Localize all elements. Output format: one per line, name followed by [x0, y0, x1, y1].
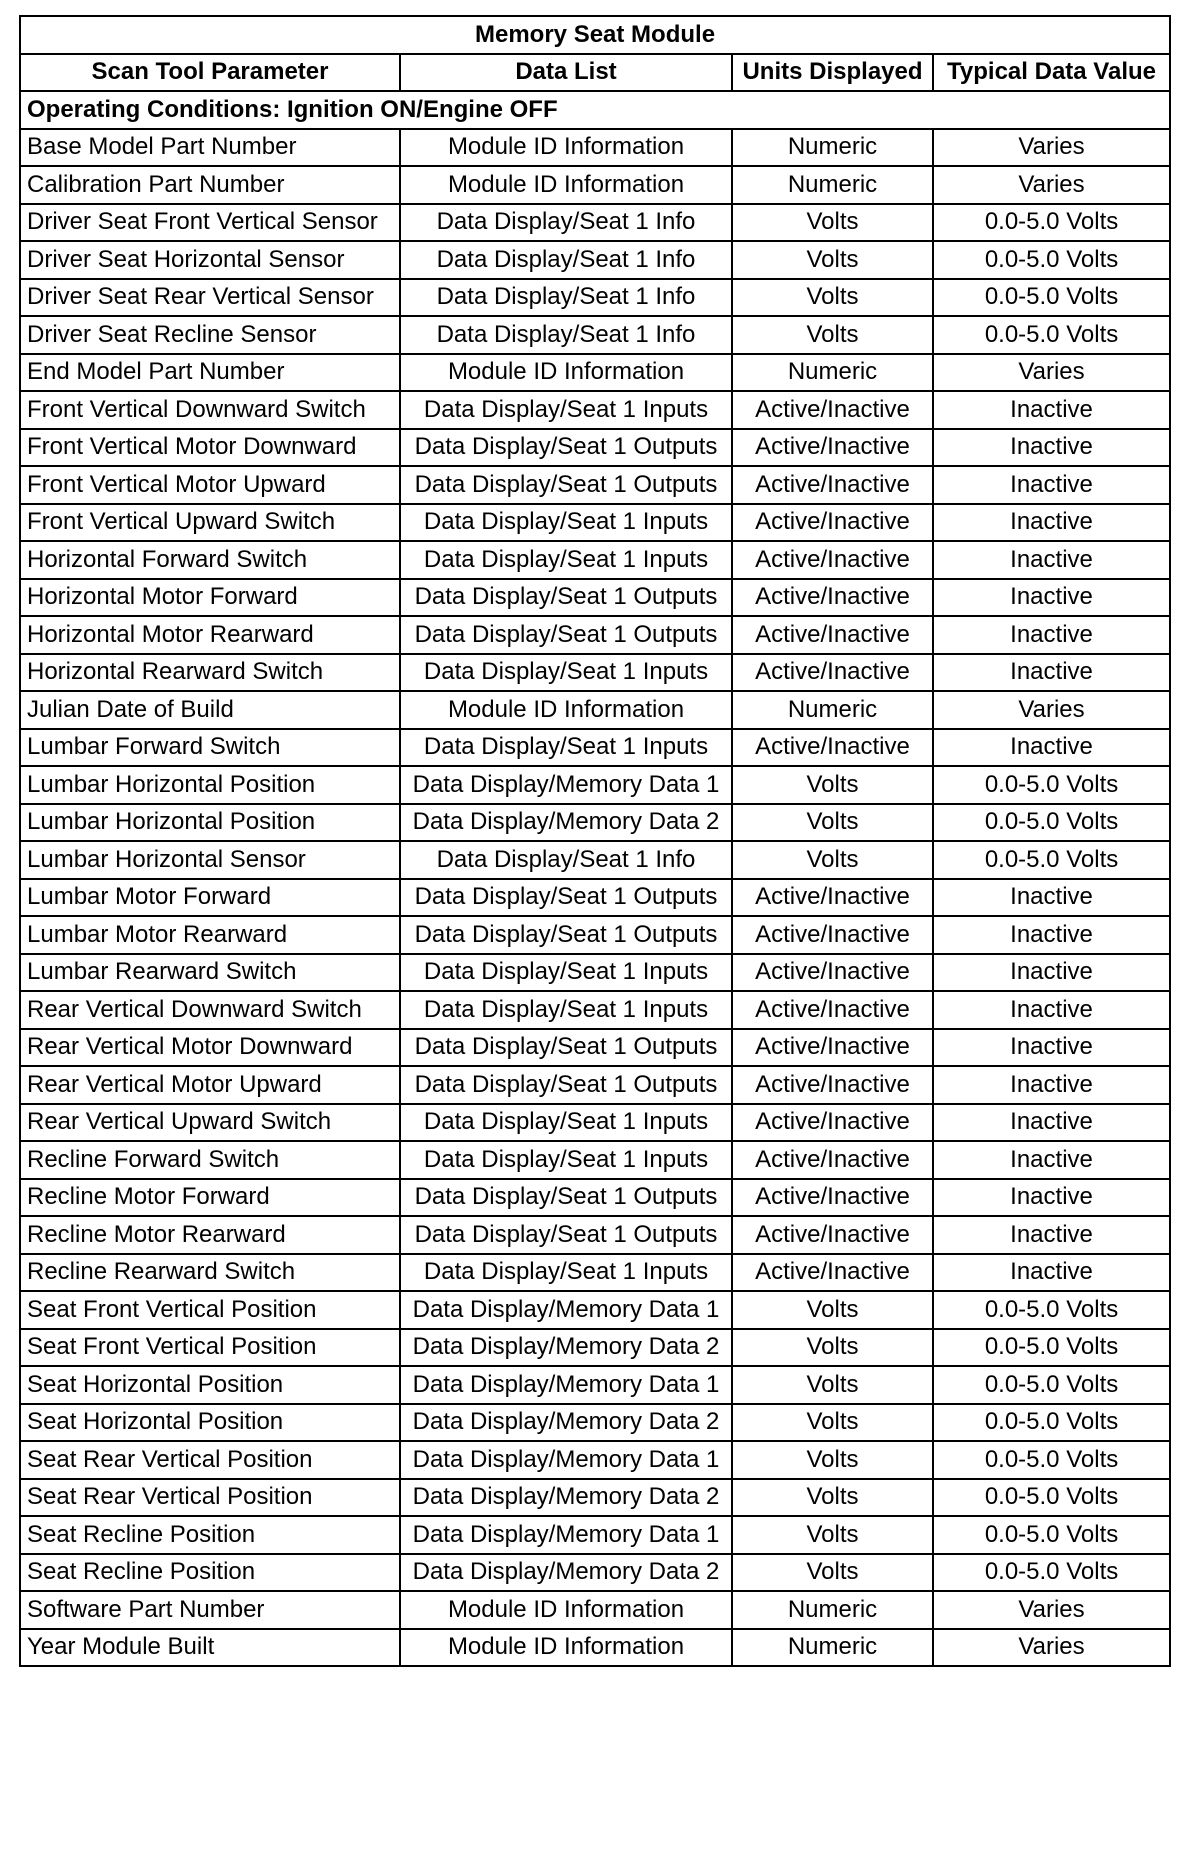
- table-row: [20, 241, 1170, 279]
- table-row: [20, 466, 1170, 504]
- table-row: [20, 354, 1170, 392]
- typical-value-cell: 0.0-5.0 Volts: [933, 1479, 1170, 1517]
- operating-conditions: Operating Conditions: Ignition ON/Engine OFF: [20, 91, 1170, 129]
- typical-value-cell: Inactive: [933, 466, 1170, 504]
- typical-value-cell: 0.0-5.0 Volts: [933, 804, 1170, 842]
- parameter-cell: Recline Motor Rearward: [20, 1216, 400, 1254]
- units-cell: Active/Inactive: [732, 391, 933, 429]
- parameter-cell: Rear Vertical Motor Downward: [20, 1029, 400, 1067]
- typical-value-cell: Inactive: [933, 991, 1170, 1029]
- typical-value-cell: 0.0-5.0 Volts: [933, 1554, 1170, 1592]
- data-list-cell: Data Display/Memory Data 2: [400, 804, 732, 842]
- typical-value-cell: Inactive: [933, 391, 1170, 429]
- data-list-cell: Module ID Information: [400, 1591, 732, 1629]
- column-header-parameter: Scan Tool Parameter: [20, 54, 400, 92]
- data-list-cell: Module ID Information: [400, 354, 732, 392]
- typical-value-cell: Varies: [933, 1591, 1170, 1629]
- data-list-cell: Data Display/Seat 1 Inputs: [400, 504, 732, 542]
- units-cell: Active/Inactive: [732, 729, 933, 767]
- data-list-cell: Data Display/Seat 1 Outputs: [400, 1179, 732, 1217]
- data-list-cell: Module ID Information: [400, 166, 732, 204]
- table-row: [20, 1141, 1170, 1179]
- table-row: [20, 129, 1170, 167]
- data-list-cell: Data Display/Seat 1 Inputs: [400, 954, 732, 992]
- parameter-cell: Lumbar Horizontal Position: [20, 804, 400, 842]
- parameter-cell: Calibration Part Number: [20, 166, 400, 204]
- parameter-cell: Seat Horizontal Position: [20, 1366, 400, 1404]
- parameter-cell: Horizontal Motor Rearward: [20, 616, 400, 654]
- units-cell: Volts: [732, 1291, 933, 1329]
- table-body: [20, 129, 1170, 1667]
- typical-value-cell: Inactive: [933, 1254, 1170, 1292]
- units-cell: Volts: [732, 1479, 933, 1517]
- units-cell: Volts: [732, 804, 933, 842]
- data-list-cell: Data Display/Seat 1 Outputs: [400, 1216, 732, 1254]
- data-list-cell: Data Display/Seat 1 Info: [400, 241, 732, 279]
- table-title: Memory Seat Module: [20, 16, 1170, 54]
- units-cell: Active/Inactive: [732, 879, 933, 917]
- data-list-cell: Data Display/Memory Data 2: [400, 1554, 732, 1592]
- column-header-data-list: Data List: [400, 54, 732, 92]
- parameter-cell: Lumbar Motor Forward: [20, 879, 400, 917]
- data-list-cell: Data Display/Seat 1 Inputs: [400, 541, 732, 579]
- units-cell: Active/Inactive: [732, 1029, 933, 1067]
- typical-value-cell: 0.0-5.0 Volts: [933, 1516, 1170, 1554]
- table-row: [20, 1329, 1170, 1367]
- data-list-cell: Data Display/Seat 1 Info: [400, 316, 732, 354]
- table-row: [20, 804, 1170, 842]
- data-list-cell: Module ID Information: [400, 1629, 732, 1667]
- data-list-cell: Data Display/Memory Data 1: [400, 1516, 732, 1554]
- parameter-cell: Seat Recline Position: [20, 1554, 400, 1592]
- data-list-cell: Data Display/Seat 1 Inputs: [400, 391, 732, 429]
- units-cell: Volts: [732, 1329, 933, 1367]
- column-header-typical-value: Typical Data Value: [933, 54, 1170, 92]
- parameter-cell: Rear Vertical Downward Switch: [20, 991, 400, 1029]
- units-cell: Volts: [732, 1441, 933, 1479]
- typical-value-cell: Inactive: [933, 1029, 1170, 1067]
- data-list-cell: Data Display/Seat 1 Inputs: [400, 1141, 732, 1179]
- table-row: [20, 1216, 1170, 1254]
- data-list-cell: Data Display/Seat 1 Inputs: [400, 654, 732, 692]
- table-row: [20, 616, 1170, 654]
- typical-value-cell: Inactive: [933, 541, 1170, 579]
- units-cell: Active/Inactive: [732, 1254, 933, 1292]
- data-list-cell: Data Display/Seat 1 Inputs: [400, 991, 732, 1029]
- parameter-cell: Front Vertical Upward Switch: [20, 504, 400, 542]
- typical-value-cell: 0.0-5.0 Volts: [933, 279, 1170, 317]
- table-row: [20, 841, 1170, 879]
- parameter-cell: Seat Front Vertical Position: [20, 1291, 400, 1329]
- condition-row: [20, 91, 1170, 129]
- table-row: [20, 691, 1170, 729]
- table-row: [20, 504, 1170, 542]
- data-list-cell: Data Display/Memory Data 2: [400, 1479, 732, 1517]
- table-row: [20, 1066, 1170, 1104]
- table-row: [20, 1516, 1170, 1554]
- table-row: [20, 1404, 1170, 1442]
- data-list-cell: Data Display/Memory Data 1: [400, 1441, 732, 1479]
- data-list-cell: Data Display/Seat 1 Inputs: [400, 1254, 732, 1292]
- units-cell: Volts: [732, 316, 933, 354]
- units-cell: Active/Inactive: [732, 916, 933, 954]
- table-row: [20, 1291, 1170, 1329]
- typical-value-cell: Inactive: [933, 1179, 1170, 1217]
- typical-value-cell: Inactive: [933, 1141, 1170, 1179]
- parameter-cell: Recline Forward Switch: [20, 1141, 400, 1179]
- typical-value-cell: 0.0-5.0 Volts: [933, 766, 1170, 804]
- units-cell: Volts: [732, 1366, 933, 1404]
- data-list-cell: Data Display/Seat 1 Info: [400, 279, 732, 317]
- table-row: [20, 1629, 1170, 1667]
- parameter-cell: Lumbar Horizontal Sensor: [20, 841, 400, 879]
- units-cell: Active/Inactive: [732, 654, 933, 692]
- parameter-cell: Rear Vertical Motor Upward: [20, 1066, 400, 1104]
- parameter-cell: Front Vertical Motor Upward: [20, 466, 400, 504]
- table-row: [20, 429, 1170, 467]
- parameter-cell: Seat Rear Vertical Position: [20, 1479, 400, 1517]
- typical-value-cell: Inactive: [933, 1104, 1170, 1142]
- units-cell: Active/Inactive: [732, 466, 933, 504]
- typical-value-cell: Inactive: [933, 1066, 1170, 1104]
- typical-value-cell: Inactive: [933, 729, 1170, 767]
- parameter-cell: Front Vertical Motor Downward: [20, 429, 400, 467]
- data-list-cell: Data Display/Seat 1 Outputs: [400, 616, 732, 654]
- typical-value-cell: Varies: [933, 166, 1170, 204]
- parameter-cell: Driver Seat Front Vertical Sensor: [20, 204, 400, 242]
- units-cell: Volts: [732, 1516, 933, 1554]
- typical-value-cell: Varies: [933, 129, 1170, 167]
- units-cell: Active/Inactive: [732, 991, 933, 1029]
- units-cell: Numeric: [732, 1591, 933, 1629]
- parameter-cell: Base Model Part Number: [20, 129, 400, 167]
- typical-value-cell: 0.0-5.0 Volts: [933, 1291, 1170, 1329]
- data-list-cell: Data Display/Seat 1 Outputs: [400, 1029, 732, 1067]
- typical-value-cell: 0.0-5.0 Volts: [933, 841, 1170, 879]
- units-cell: Numeric: [732, 166, 933, 204]
- data-list-cell: Data Display/Memory Data 1: [400, 766, 732, 804]
- parameter-cell: Lumbar Forward Switch: [20, 729, 400, 767]
- typical-value-cell: Inactive: [933, 954, 1170, 992]
- table-row: [20, 879, 1170, 917]
- typical-value-cell: Inactive: [933, 504, 1170, 542]
- units-cell: Volts: [732, 1404, 933, 1442]
- parameter-cell: Horizontal Motor Forward: [20, 579, 400, 617]
- data-list-cell: Data Display/Seat 1 Outputs: [400, 579, 732, 617]
- parameter-cell: Recline Motor Forward: [20, 1179, 400, 1217]
- typical-value-cell: 0.0-5.0 Volts: [933, 1329, 1170, 1367]
- table-row: [20, 1366, 1170, 1404]
- units-cell: Active/Inactive: [732, 1104, 933, 1142]
- units-cell: Active/Inactive: [732, 429, 933, 467]
- units-cell: Active/Inactive: [732, 1179, 933, 1217]
- parameter-cell: Rear Vertical Upward Switch: [20, 1104, 400, 1142]
- parameter-cell: End Model Part Number: [20, 354, 400, 392]
- data-list-cell: Data Display/Memory Data 2: [400, 1329, 732, 1367]
- table-row: [20, 316, 1170, 354]
- units-cell: Active/Inactive: [732, 541, 933, 579]
- typical-value-cell: 0.0-5.0 Volts: [933, 1366, 1170, 1404]
- table-row: [20, 1479, 1170, 1517]
- parameter-cell: Front Vertical Downward Switch: [20, 391, 400, 429]
- typical-value-cell: Inactive: [933, 916, 1170, 954]
- memory-seat-module-table: [19, 15, 1171, 1667]
- units-cell: Volts: [732, 204, 933, 242]
- table-row: [20, 916, 1170, 954]
- data-list-cell: Data Display/Seat 1 Outputs: [400, 466, 732, 504]
- typical-value-cell: Inactive: [933, 654, 1170, 692]
- table-row: [20, 579, 1170, 617]
- units-cell: Numeric: [732, 129, 933, 167]
- data-list-cell: Data Display/Seat 1 Info: [400, 204, 732, 242]
- header-row: [20, 54, 1170, 92]
- table-row: [20, 204, 1170, 242]
- parameter-cell: Driver Seat Recline Sensor: [20, 316, 400, 354]
- table-row: [20, 991, 1170, 1029]
- data-list-cell: Data Display/Seat 1 Inputs: [400, 1104, 732, 1142]
- units-cell: Active/Inactive: [732, 1066, 933, 1104]
- table-row: [20, 766, 1170, 804]
- parameter-cell: Horizontal Rearward Switch: [20, 654, 400, 692]
- data-list-cell: Data Display/Seat 1 Outputs: [400, 916, 732, 954]
- table-row: [20, 1554, 1170, 1592]
- typical-value-cell: 0.0-5.0 Volts: [933, 316, 1170, 354]
- parameter-cell: Horizontal Forward Switch: [20, 541, 400, 579]
- units-cell: Active/Inactive: [732, 616, 933, 654]
- table-row: [20, 1441, 1170, 1479]
- table-row: [20, 391, 1170, 429]
- table-row: [20, 166, 1170, 204]
- column-header-units: Units Displayed: [732, 54, 933, 92]
- units-cell: Volts: [732, 841, 933, 879]
- data-list-cell: Data Display/Seat 1 Outputs: [400, 879, 732, 917]
- title-row: [20, 16, 1170, 54]
- units-cell: Active/Inactive: [732, 1216, 933, 1254]
- table-row: [20, 1254, 1170, 1292]
- table-row: [20, 1104, 1170, 1142]
- typical-value-cell: 0.0-5.0 Volts: [933, 1404, 1170, 1442]
- table-row: [20, 1179, 1170, 1217]
- typical-value-cell: Inactive: [933, 616, 1170, 654]
- parameter-cell: Lumbar Motor Rearward: [20, 916, 400, 954]
- parameter-cell: Julian Date of Build: [20, 691, 400, 729]
- typical-value-cell: Varies: [933, 1629, 1170, 1667]
- units-cell: Active/Inactive: [732, 1141, 933, 1179]
- table-row: [20, 279, 1170, 317]
- data-list-cell: Data Display/Memory Data 1: [400, 1366, 732, 1404]
- units-cell: Numeric: [732, 354, 933, 392]
- data-list-cell: Module ID Information: [400, 129, 732, 167]
- units-cell: Volts: [732, 279, 933, 317]
- units-cell: Active/Inactive: [732, 579, 933, 617]
- units-cell: Numeric: [732, 1629, 933, 1667]
- parameter-cell: Seat Front Vertical Position: [20, 1329, 400, 1367]
- table-row: [20, 954, 1170, 992]
- units-cell: Volts: [732, 241, 933, 279]
- parameter-cell: Driver Seat Horizontal Sensor: [20, 241, 400, 279]
- parameter-cell: Recline Rearward Switch: [20, 1254, 400, 1292]
- parameter-cell: Year Module Built: [20, 1629, 400, 1667]
- table-row: [20, 1029, 1170, 1067]
- typical-value-cell: Inactive: [933, 1216, 1170, 1254]
- data-list-cell: Data Display/Memory Data 1: [400, 1291, 732, 1329]
- typical-value-cell: Varies: [933, 354, 1170, 392]
- data-list-cell: Data Display/Seat 1 Outputs: [400, 429, 732, 467]
- typical-value-cell: 0.0-5.0 Volts: [933, 1441, 1170, 1479]
- units-cell: Volts: [732, 1554, 933, 1592]
- units-cell: Numeric: [732, 691, 933, 729]
- table-row: [20, 654, 1170, 692]
- parameter-cell: Seat Rear Vertical Position: [20, 1441, 400, 1479]
- parameter-cell: Seat Horizontal Position: [20, 1404, 400, 1442]
- parameter-cell: Lumbar Horizontal Position: [20, 766, 400, 804]
- parameter-cell: Driver Seat Rear Vertical Sensor: [20, 279, 400, 317]
- typical-value-cell: Inactive: [933, 429, 1170, 467]
- typical-value-cell: Inactive: [933, 879, 1170, 917]
- units-cell: Active/Inactive: [732, 954, 933, 992]
- typical-value-cell: 0.0-5.0 Volts: [933, 204, 1170, 242]
- table-row: [20, 729, 1170, 767]
- typical-value-cell: Varies: [933, 691, 1170, 729]
- typical-value-cell: 0.0-5.0 Volts: [933, 241, 1170, 279]
- data-list-cell: Data Display/Seat 1 Inputs: [400, 729, 732, 767]
- units-cell: Volts: [732, 766, 933, 804]
- data-list-cell: Module ID Information: [400, 691, 732, 729]
- data-list-cell: Data Display/Seat 1 Info: [400, 841, 732, 879]
- typical-value-cell: Inactive: [933, 579, 1170, 617]
- parameter-cell: Lumbar Rearward Switch: [20, 954, 400, 992]
- table-row: [20, 541, 1170, 579]
- units-cell: Active/Inactive: [732, 504, 933, 542]
- data-list-cell: Data Display/Seat 1 Outputs: [400, 1066, 732, 1104]
- parameter-cell: Software Part Number: [20, 1591, 400, 1629]
- parameter-cell: Seat Recline Position: [20, 1516, 400, 1554]
- table-row: [20, 1591, 1170, 1629]
- data-list-cell: Data Display/Memory Data 2: [400, 1404, 732, 1442]
